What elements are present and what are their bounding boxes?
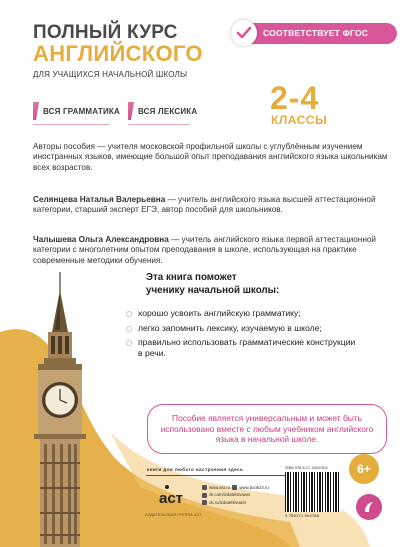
benefits-list [126,308,358,362]
globe-icon [202,485,207,490]
authors-intro: Авторы пособия — учителя московской профильной школы с углублённым изучением иностранных языков, имеющие большой опыт преподавания английского языка школьникам всех возрастов. [33,142,388,172]
publisher-logo [157,483,187,511]
link-row [202,484,269,491]
isbn-block [285,466,341,518]
bullet-icon [126,311,132,317]
list-item [126,337,358,358]
link-book24[interactable]: www.book24.ru [239,485,269,490]
checkmark-icon [231,20,257,46]
list-item-text: хорошо усвоить английскую грамматику; [138,308,301,318]
tag-vocabulary-label: ВСЯ ЛЕКСИКА [138,106,198,116]
link-vk[interactable]: vk.com/izdatelstvoast [209,492,250,498]
author-2 [33,235,388,266]
tag-grammar [33,102,120,120]
isbn-text: ISBN 978-5-17-150478-6 [285,466,328,470]
globe-icon [232,485,237,490]
benefits-title [146,272,279,297]
grades-word: КЛАССЫ [271,113,328,127]
title-line-1: ПОЛНЫЙ КУРС [33,22,178,43]
fgos-label: СООТВЕТСТВУЕТ ФГОС [263,28,369,38]
tag-underline [128,124,190,125]
grades-number: 2-4 [270,80,320,116]
universal-note-text: Пособие является универсальным и может быть использовано вместе с любым учебником английского языка в начальной школе. [160,413,374,445]
tag-marker-icon [33,102,39,120]
list-item-text: легко запомнить лексику, изучаемую в школе; [138,322,322,333]
publisher-slogan: книги для любого настроения здесь [147,467,244,472]
bullet-icon [126,326,132,332]
vk-icon [202,493,207,498]
author-1-desc: — учитель английского языка высшей аттестационной категории, старший эксперт ЕГЭ, автор пособий для школьников. [33,195,376,215]
publisher-links [202,484,269,506]
benefits-title-line1: Эта книга поможет [146,272,237,283]
ok-icon [202,500,207,505]
barcode-number: 9 785171 504786 [285,513,320,518]
list-item [126,323,358,334]
author-1-name: Селянцева Наталья Валерьевна [33,195,166,204]
list-item [126,308,358,319]
link-row [202,499,269,506]
publisher-logo-text: аст [159,490,184,507]
link-row [202,491,269,498]
bullet-icon [126,340,132,346]
divider [146,475,296,476]
author-2-name: Чалышева Ольга Александровна [33,235,169,244]
bookmark-logo-icon [356,494,382,520]
barcode [285,472,341,512]
fgos-badge [239,23,397,44]
author-2-desc: — учитель английского языка первой аттестационной категории с многолетним опытом преподавания в школе, использующая на практике современные методики обучения. [33,235,376,265]
list-item-text: правильно использовать грамматические конструкции в речи. [138,337,356,358]
link-ast[interactable]: www.ast.ru [209,485,231,490]
benefits-title-line2: ученику начальной школы: [146,284,280,296]
tag-underline [33,124,109,125]
age-rating-badge: 6+ [349,454,379,484]
publisher-caption: ИЗДАТЕЛЬСКАЯ ГРУППА АСТ [145,513,202,517]
tag-grammar-label: ВСЯ ГРАММАТИКА [43,106,120,116]
link-ok[interactable]: ok.ru/izdatelstvoast [209,499,246,505]
author-1 [33,195,388,216]
tag-vocabulary [128,102,197,120]
tag-marker-icon [128,102,134,120]
subtitle: ДЛЯ УЧАЩИХСЯ НАЧАЛЬНОЙ ШКОЛЫ [33,70,188,79]
title-line-2: АНГЛИЙСКОГО [33,41,203,66]
universal-note [147,404,387,454]
